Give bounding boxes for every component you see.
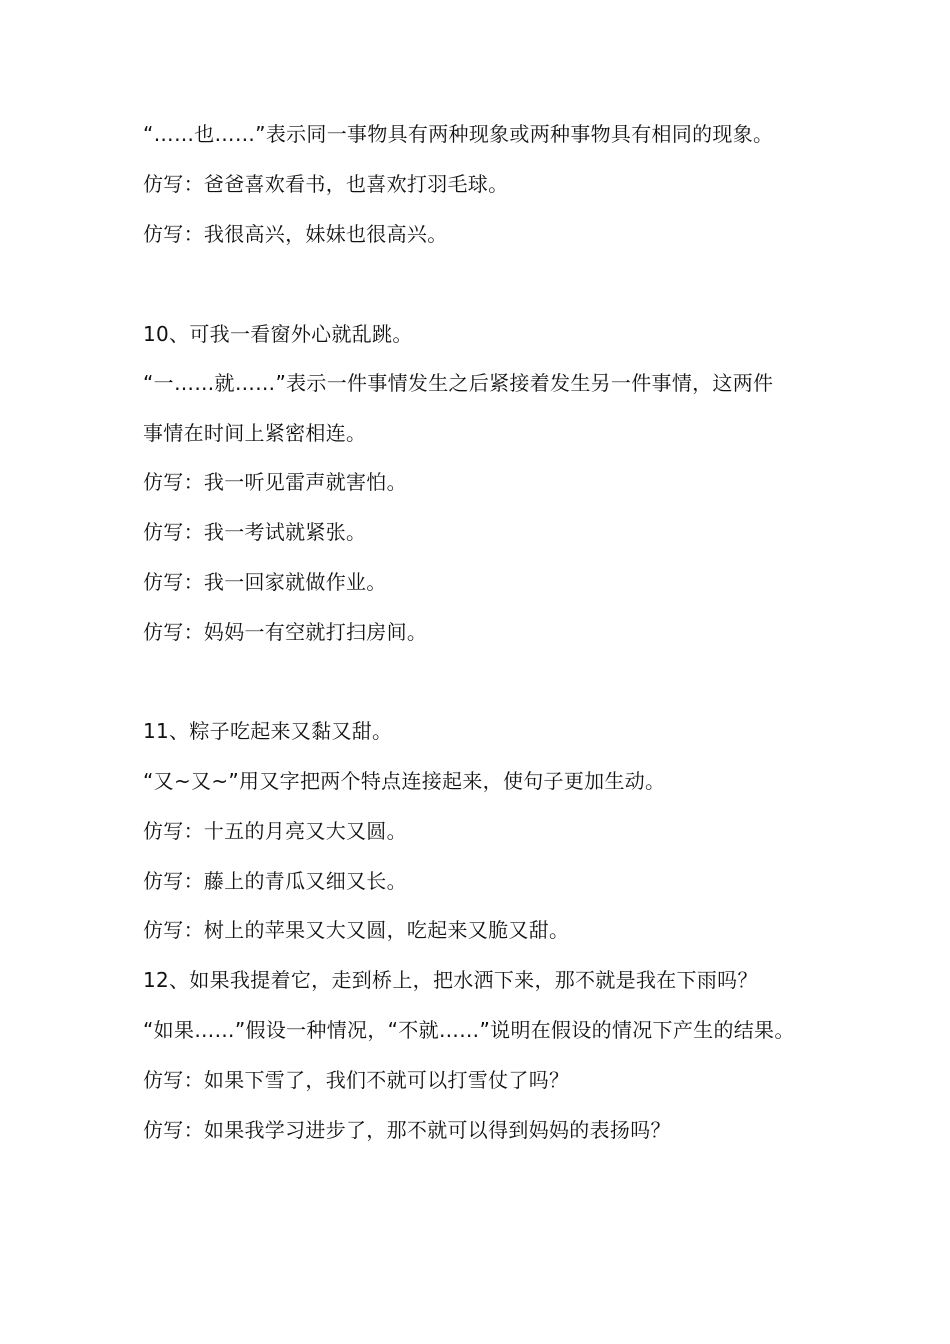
- section-11-sentence: 11、粽子吃起来又黏又甜。: [143, 719, 393, 743]
- section-11-example-2: 仿写：藤上的青瓜又细又长。: [143, 869, 407, 893]
- section-9-example-2: 仿写：我很高兴，妹妹也很高兴。: [143, 222, 448, 246]
- section-10-example-2: 仿写：我一考试就紧张。: [143, 520, 367, 544]
- section-9-explanation: “……也……”表示同一事物具有两种现象或两种事物具有相同的现象。: [143, 122, 774, 146]
- section-10-example-3: 仿写：我一回家就做作业。: [143, 570, 387, 594]
- section-10-explanation-line-2: 事情在时间上紧密相连。: [143, 421, 367, 445]
- section-11-explanation: “又~又~”用又字把两个特点连接起来，使句子更加生动。: [143, 769, 666, 793]
- section-12-explanation: “如果……”假设一种情况，“不就……”说明在假设的情况下产生的结果。: [143, 1018, 795, 1042]
- section-11-example-3: 仿写：树上的苹果又大又圆，吃起来又脆又甜。: [143, 918, 570, 942]
- section-12-example-2: 仿写：如果我学习进步了，那不就可以得到妈妈的表扬吗？: [143, 1118, 671, 1142]
- section-11-example-1: 仿写：十五的月亮又大又圆。: [143, 819, 407, 843]
- section-9-example-1: 仿写：爸爸喜欢看书，也喜欢打羽毛球。: [143, 172, 509, 196]
- section-10-sentence: 10、可我一看窗外心就乱跳。: [143, 322, 413, 346]
- section-10-example-4: 仿写：妈妈一有空就打扫房间。: [143, 620, 428, 644]
- section-10-example-1: 仿写：我一听见雷声就害怕。: [143, 470, 407, 494]
- section-12-example-1: 仿写：如果下雪了，我们不就可以打雪仗了吗？: [143, 1068, 570, 1092]
- section-10-explanation-line-1: “一……就……”表示一件事情发生之后紧接着发生另一件事情，这两件: [143, 371, 774, 395]
- section-12-sentence: 12、如果我提着它，走到桥上，把水洒下来，那不就是我在下雨吗？: [143, 968, 758, 992]
